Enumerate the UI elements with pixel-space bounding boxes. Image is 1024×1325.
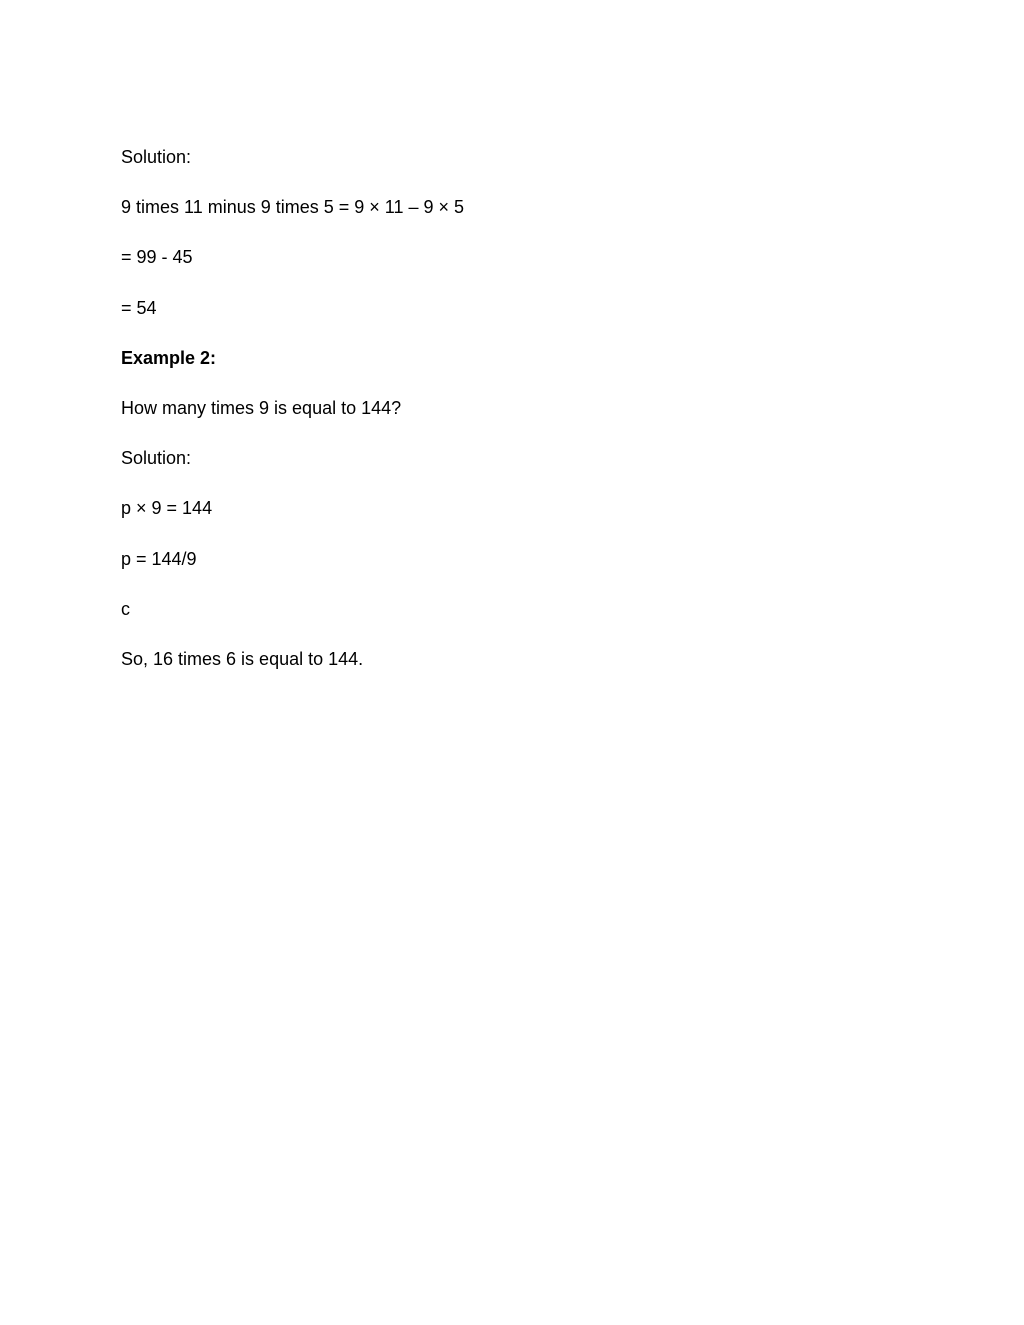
equation-line: p = 144/9 [121, 548, 197, 569]
conclusion-text: So, 16 times 6 is equal to 144. [121, 648, 364, 669]
equation-line: p × 9 = 144 [121, 498, 213, 519]
calculation-result: = 54 [121, 297, 157, 318]
solution-label: Solution: [121, 448, 192, 469]
solution-label: Solution: [121, 147, 192, 167]
question-text: How many times 9 is equal to 144? [121, 397, 402, 418]
stray-text-line: c [121, 598, 130, 619]
example-heading: Example 2: [121, 347, 217, 368]
document-body [121, 145, 901, 697]
expression-line: 9 times 11 minus 9 times 5 = 9 × 11 – 9 × 5 [121, 197, 465, 218]
calculation-step: = 99 - 45 [121, 247, 193, 268]
